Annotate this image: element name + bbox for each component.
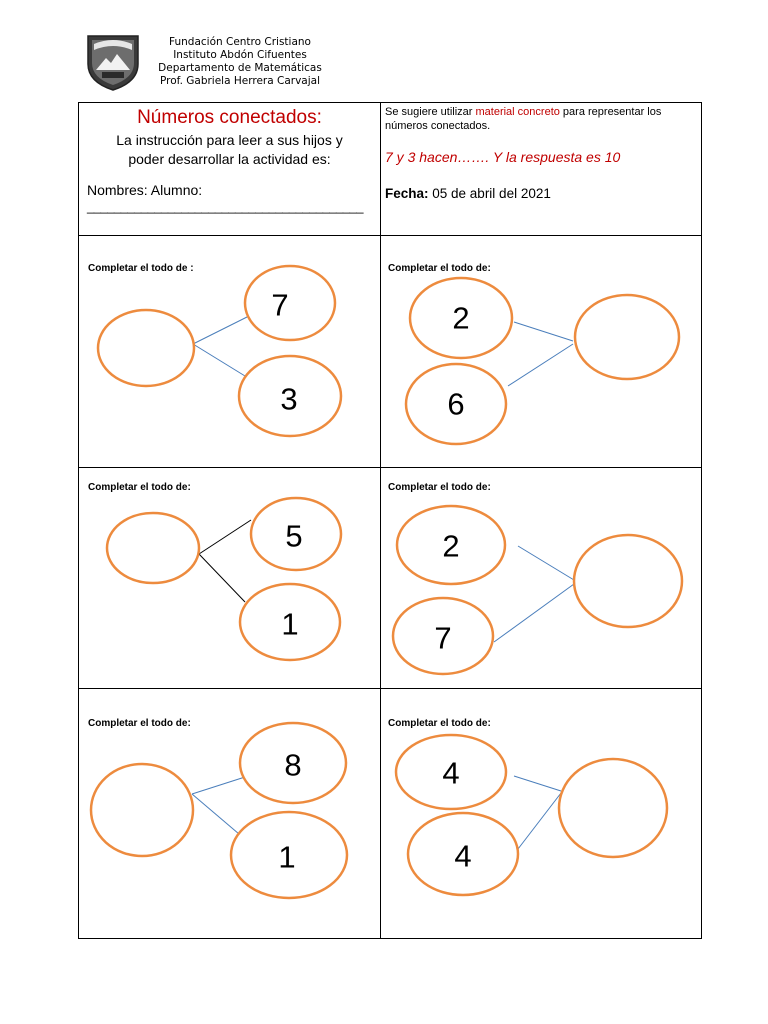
suggestion-suffix: para representar los números conectados. bbox=[385, 106, 662, 132]
exercise-diagram bbox=[79, 468, 380, 688]
exercise-5 bbox=[79, 689, 380, 938]
instruction-line-2: poder desarrollar la actividad es: bbox=[128, 151, 331, 167]
date-line bbox=[385, 186, 551, 201]
part-number: 4 bbox=[442, 755, 460, 791]
exercise-label: Completar el todo de: bbox=[88, 482, 191, 493]
suggestion-text bbox=[385, 105, 695, 133]
connector-line bbox=[518, 793, 561, 849]
exercise-label: Completar el todo de : bbox=[88, 263, 194, 274]
worksheet-header bbox=[79, 103, 701, 236]
exercise-6 bbox=[381, 689, 701, 938]
whole-answer-circle[interactable] bbox=[91, 764, 193, 856]
whole-answer-circle[interactable] bbox=[574, 535, 682, 627]
exercise-diagram bbox=[381, 236, 701, 467]
exercise-label: Completar el todo de: bbox=[388, 263, 491, 274]
exercise-4 bbox=[381, 468, 701, 688]
connector-line bbox=[514, 322, 573, 341]
part-number: 7 bbox=[271, 287, 289, 323]
school-info bbox=[130, 36, 350, 88]
part-number: 3 bbox=[280, 381, 298, 417]
part-number: 2 bbox=[442, 528, 460, 564]
whole-answer-circle[interactable] bbox=[98, 310, 194, 386]
school-foundation: Fundación Centro Cristiano bbox=[169, 36, 311, 48]
student-name-field[interactable]: _________________________________________ bbox=[87, 199, 363, 214]
connector-line bbox=[193, 316, 249, 344]
date-value: 05 de abril del 2021 bbox=[428, 186, 551, 201]
worksheet bbox=[78, 102, 702, 939]
exercise-label: Completar el todo de: bbox=[88, 718, 191, 729]
example-text: 7 y 3 hacen……. Y la respuesta es 10 bbox=[385, 149, 621, 165]
date-label: Fecha: bbox=[385, 186, 429, 201]
part-number: 1 bbox=[278, 839, 296, 875]
exercise-diagram bbox=[381, 689, 701, 938]
part-number: 6 bbox=[447, 386, 465, 422]
connector-line bbox=[508, 344, 573, 386]
suggestion-highlight: material concreto bbox=[475, 106, 560, 118]
connector-line bbox=[192, 794, 239, 834]
part-number: 1 bbox=[281, 606, 299, 642]
exercise-3 bbox=[79, 468, 380, 688]
connector-line bbox=[494, 584, 574, 642]
exercise-diagram bbox=[381, 468, 701, 688]
whole-answer-circle[interactable] bbox=[107, 513, 199, 583]
connector-line bbox=[199, 520, 251, 554]
part-number: 4 bbox=[454, 838, 472, 874]
school-institute: Instituto Abdón Cifuentes bbox=[173, 49, 307, 61]
connector-line bbox=[518, 546, 574, 580]
part-number: 5 bbox=[285, 518, 303, 554]
connector-line bbox=[199, 554, 245, 602]
suggestion-prefix: Se sugiere utilizar bbox=[385, 106, 476, 118]
school-department: Departamento de Matemáticas bbox=[158, 62, 322, 74]
exercise-label: Completar el todo de: bbox=[388, 482, 491, 493]
part-number: 7 bbox=[434, 620, 452, 656]
instruction-text bbox=[79, 131, 380, 169]
exercise-diagram bbox=[79, 236, 380, 467]
part-number: 2 bbox=[452, 300, 470, 336]
instruction-line-1: La instrucción para leer a sus hijos y bbox=[116, 132, 343, 148]
exercise-1 bbox=[79, 236, 380, 467]
exercise-diagram bbox=[79, 689, 380, 938]
whole-answer-circle[interactable] bbox=[575, 295, 679, 379]
school-teacher: Prof. Gabriela Herrera Carvajal bbox=[159, 75, 320, 87]
header-left bbox=[79, 103, 381, 235]
student-name-label: Nombres: Alumno: bbox=[87, 182, 203, 198]
whole-answer-circle[interactable] bbox=[559, 759, 667, 857]
worksheet-title: Números conectados: bbox=[137, 107, 322, 128]
connector-line bbox=[192, 777, 245, 794]
connector-line bbox=[514, 776, 561, 791]
part-circle bbox=[245, 266, 335, 340]
part-number: 8 bbox=[284, 747, 302, 783]
connector-line bbox=[193, 344, 245, 376]
exercise-2 bbox=[381, 236, 701, 467]
exercise-label: Completar el todo de: bbox=[388, 718, 491, 729]
